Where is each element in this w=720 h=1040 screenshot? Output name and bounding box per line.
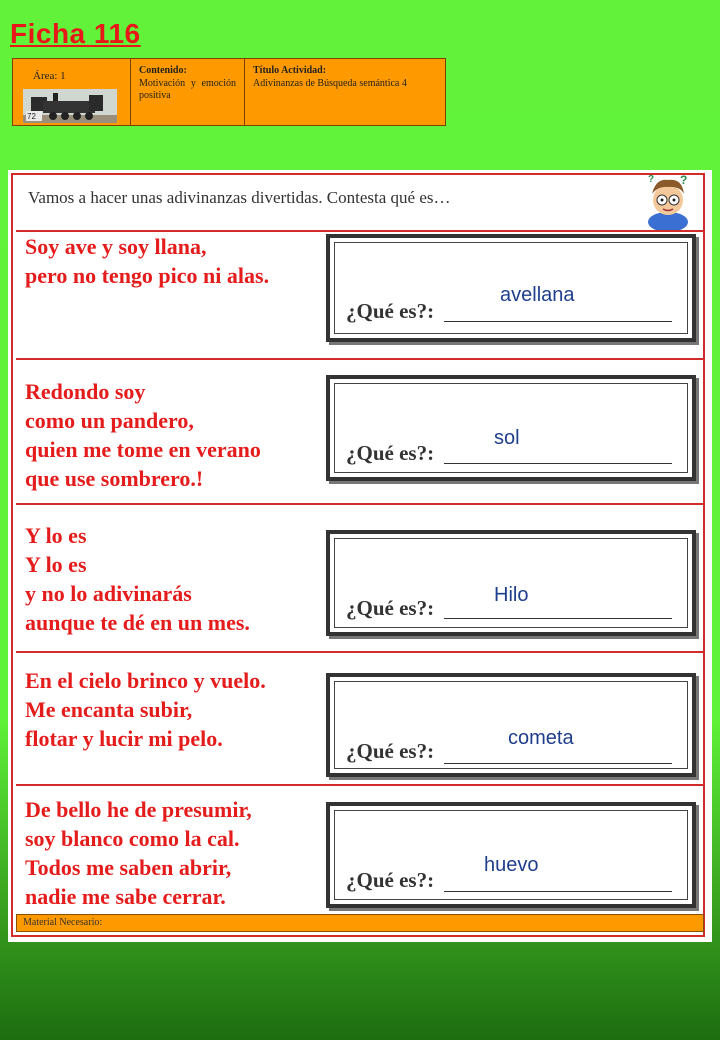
materials-footer: Material Necesario:	[16, 914, 704, 932]
question-label: ¿Qué es?:	[346, 596, 435, 620]
train-number: 72	[27, 112, 36, 121]
answer-text[interactable]: avellana	[500, 284, 575, 306]
titulo-cell	[245, 59, 445, 125]
riddle-text: Soy ave y soy llana, pero no tengo pico ni alas.	[25, 234, 270, 288]
riddle-text: En el cielo brinco y vuelo. Me encanta subir, flotar y lucir mi pelo.	[25, 668, 266, 751]
answer-box	[326, 802, 696, 908]
answer-line	[444, 321, 672, 322]
area-label: Área: 1	[33, 70, 66, 82]
answer-box	[326, 673, 696, 777]
page-title: Ficha 116	[10, 18, 141, 49]
question-label: ¿Qué es?:	[346, 441, 435, 465]
riddle-divider	[16, 503, 704, 505]
answer-line	[444, 763, 672, 764]
answer-line	[444, 891, 672, 892]
answer-box	[326, 375, 696, 481]
instructions: Vamos a hacer unas adivinanzas divertidas. Contesta qué es…	[28, 188, 451, 207]
answer-text[interactable]: cometa	[508, 727, 574, 749]
contenido-text: Motivación y emoción positiva	[139, 77, 236, 101]
answer-line	[444, 463, 672, 464]
train-icon	[23, 89, 117, 123]
activity-info-table	[12, 58, 446, 126]
riddle-text: Y lo es Y lo es y no lo adivinarás aunque te dé en un mes.	[25, 523, 250, 635]
question-label: ¿Qué es?:	[346, 299, 435, 323]
titulo-text: Adivinanzas de Búsqueda semántica 4	[253, 77, 407, 89]
answer-box	[326, 234, 696, 342]
area-cell	[13, 59, 131, 125]
answer-text[interactable]: sol	[494, 427, 520, 449]
riddle-divider	[16, 651, 704, 653]
thinking-boy-icon	[640, 172, 696, 230]
answer-line	[444, 618, 672, 619]
question-label: ¿Qué es?:	[346, 868, 435, 892]
titulo-label: Título Actividad:	[253, 65, 327, 76]
riddle-text: Redondo soy como un pandero, quien me tome en verano que use sombrero.!	[25, 379, 261, 491]
riddle-divider	[16, 784, 704, 786]
contenido-cell	[131, 59, 245, 125]
answer-box	[326, 530, 696, 636]
contenido-label: Contenido:	[139, 65, 187, 76]
svg-text:?: ?	[648, 174, 655, 185]
riddle-text: De bello he de presumir, soy blanco como la cal. Todos me saben abrir, nadie me sabe cerrar.	[25, 797, 252, 909]
answer-text[interactable]: huevo	[484, 854, 539, 876]
worksheet	[8, 170, 712, 942]
question-label: ¿Qué es?:	[346, 739, 435, 763]
riddle-divider	[16, 358, 704, 360]
answer-text[interactable]: Hilo	[494, 584, 529, 606]
svg-text:?: ?	[680, 173, 688, 187]
